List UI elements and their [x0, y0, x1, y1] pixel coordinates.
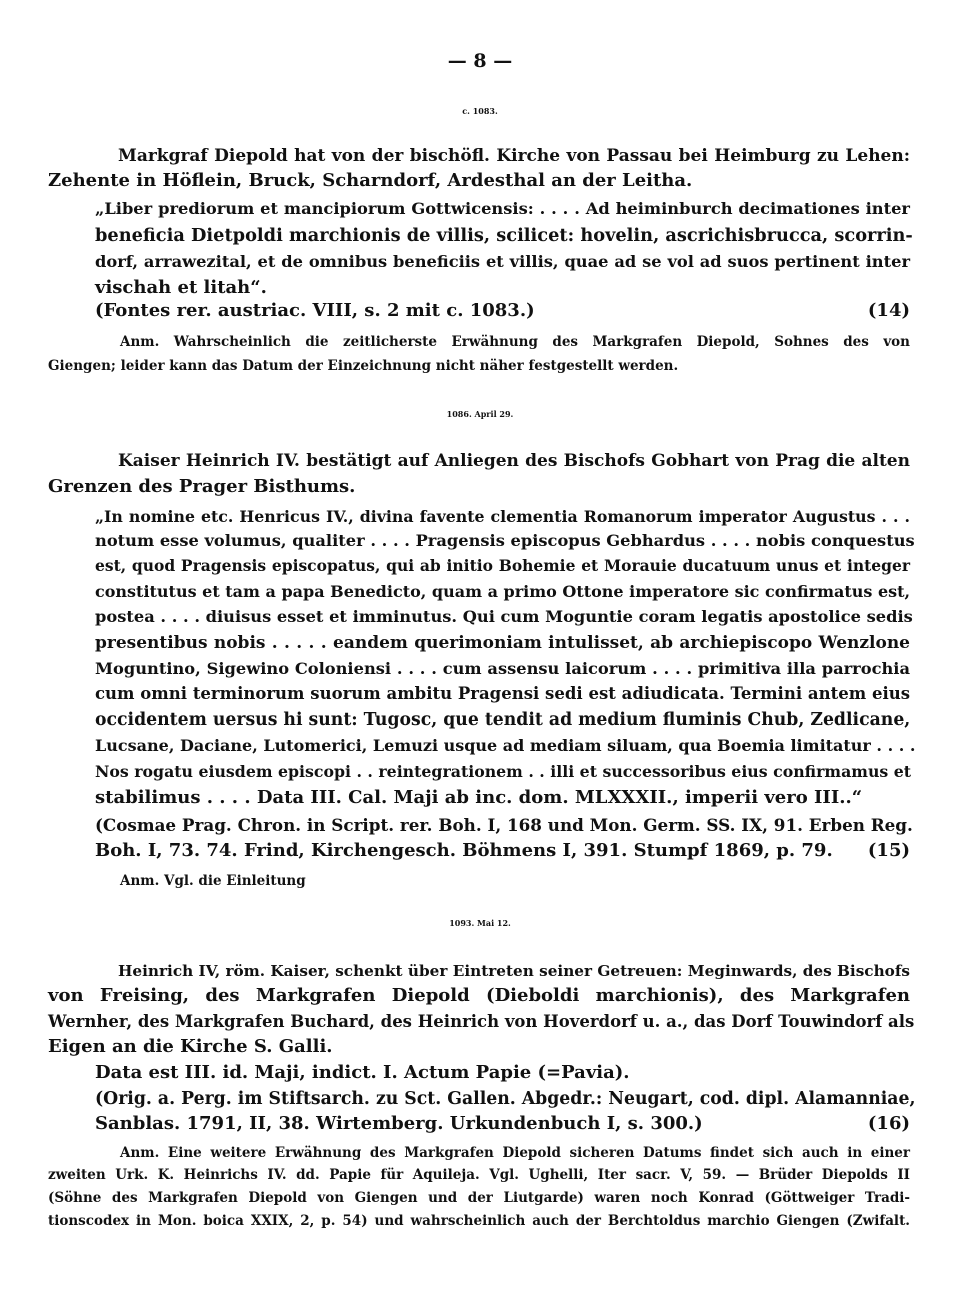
entry-1083-line-4: beneficia Dietpoldi marchionis de villis, scilicet: hovelin, ascrichisbrucca, scorrin- — [95, 225, 913, 246]
entry-1093-line-1: Heinrich IV, röm. Kaiser, schenkt über Eintreten seiner Getreuen: Meginwards, des Bischofs — [118, 962, 910, 980]
entry-1086-line-11: occidentem uersus hi sunt: Tugosc, que tendit ad medium fluminis Chub, Zedlicane, — [95, 710, 911, 730]
entry-1093-source-line-1: (Orig. a. Perg. im Stiftsarch. zu Sct. Gallen. Abgedr.: Neugart, cod. dipl. Alamanniae, — [95, 1089, 916, 1109]
entry-1083-line-1: Markgraf Diepold hat von der bischöfl. Kirche von Passau bei Heimburg zu Lehen: — [118, 146, 910, 166]
entry-1086-source-line-1: (Cosmae Prag. Chron. in Script. rer. Boh. I, 168 und Mon. Germ. SS. IX, 91. Erben Reg. — [95, 815, 913, 835]
entry-1086-line-5: est, quod Pragensis episcopatus, qui ab initio Bohemie et Morauie ducatuum unus et integer — [95, 556, 910, 575]
entry-1093-line-2: von Freising, des Markgrafen Diepold (Dieboldi marchionis), des Markgrafen — [48, 985, 910, 1006]
entry-1083-source — [95, 300, 910, 322]
entry-1093-line-5: Data est III. id. Maji, indict. I. Actum Papie (=Pavia). — [95, 1062, 630, 1083]
entry-1086-source — [95, 840, 910, 862]
entry-1093-line-4: Eigen an die Kirche S. Galli. — [48, 1036, 333, 1057]
entry-1093-line-3: Wernher, des Markgrafen Buchard, des Heinrich von Hoverdorf u. a., das Dorf Touwindorf als — [48, 1012, 915, 1031]
entry-1086-line-6: constitutus et tam a papa Benedicto, quam a primo Ottone imperatore sic confirmatus est, — [95, 582, 911, 601]
entry-1086-line-13: Nos rogatu eiusdem episcopi . . reintegrationem . . illi et successoribus eius confirmamus et — [95, 762, 912, 781]
entry-1086-line-4: notum esse volumus, qualiter . . . . Pragensis episcopus Gebhardus . . . . nobis conquestus — [95, 531, 915, 550]
entry-1086-line-10: cum omni terminorum suorum ambitu Pragensi sedi est adiudicata. Termini antem eius — [95, 684, 910, 703]
entry-1086-line-1: Kaiser Heinrich IV. bestätigt auf Anliegen des Bischofs Gobhart von Prag die alten — [118, 451, 910, 471]
entry-number: (15) — [867, 840, 910, 861]
entry-date-1086: 1086. April 29. — [446, 409, 514, 419]
entry-1086-line-8: presentibus nobis . . . . . eandem querimoniam intulisset, ab archiepiscopo Wenzlone — [95, 633, 910, 653]
entry-1083-line-6: vischah et litah“. — [95, 277, 267, 298]
entry-1083-note-line-1: Anm. Wahrscheinlich die zeitlicherste Erwähnung des Markgrafen Diepold, Sohnes des von — [120, 334, 910, 350]
entry-1093-source — [95, 1113, 910, 1135]
entry-date-1093: 1093. Mai 12. — [449, 918, 511, 928]
entry-1086-line-3: „In nomine etc. Henricus IV., divina favente clementia Romanorum imperator Augustus . . . — [95, 507, 910, 526]
entry-1093-note-line-3: (Söhne des Markgrafen Diepold von Giengen und der Liutgarde) waren noch Konrad (Göttweiger Tradi- — [48, 1190, 910, 1206]
entry-number: (16) — [867, 1113, 910, 1134]
entry-number: (14) — [867, 300, 910, 321]
entry-1086-line-2: Grenzen des Prager Bisthums. — [48, 476, 356, 497]
entry-1093-note-line-2: zweiten Urk. K. Heinrichs IV. dd. Papie für Aquileja. Vgl. Ughelli, Iter sacr. V, 59. — Brüder Diepolds II — [48, 1167, 910, 1183]
entry-date-1083: c. 1083. — [462, 106, 498, 116]
entry-1093-note-line-4: tionscodex in Mon. boica XXIX, 2, p. 54) und wahrscheinlich auch der Berchtoldus marchio Giengen (Zwifalt. — [48, 1213, 910, 1229]
entry-1083-note-line-2: Giengen; leider kann das Datum der Einzeichnung nicht näher festgestellt werden. — [48, 358, 679, 374]
entry-1086-line-7: postea . . . . diuisus esset et imminutus. Qui cum Moguntie coram legatis apostolice sedis — [95, 607, 913, 626]
source-citation: Boh. I, 73. 74. Frind, Kirchengesch. Böhmens I, 391. Stumpf 1869, p. 79. — [95, 840, 833, 861]
entry-1083-line-3: „Liber prediorum et mancipiorum Gottwicensis: . . . . Ad heiminburch decimationes inter — [95, 199, 910, 218]
entry-1086-note: Anm. Vgl. die Einleitung — [120, 873, 306, 889]
entry-1093-note-line-1: Anm. Eine weitere Erwähnung des Markgrafen Diepold sicheren Datums findet sich auch in einer — [120, 1145, 910, 1161]
source-citation: Sanblas. 1791, II, 38. Wirtemberg. Urkundenbuch I, s. 300.) — [95, 1113, 703, 1134]
entry-1083-line-2: Zehente in Höflein, Bruck, Scharndorf, Ardesthal an der Leitha. — [48, 170, 693, 191]
source-citation: (Fontes rer. austriac. VIII, s. 2 mit c. 1083.) — [95, 300, 535, 321]
entry-1086-line-12: Lucsane, Daciane, Lutomerici, Lemuzi usque ad mediam siluam, qua Boemia limitatur . . . . — [95, 736, 916, 755]
entry-1086-line-9: Moguntino, Sigewino Coloniensi . . . . cum assensu laicorum . . . . primitiva illa parrochia — [95, 659, 910, 678]
page-number: — 8 — — [447, 50, 513, 72]
entry-1083-line-5: dorf, arrawezital, et de omnibus beneficiis et villis, quae ad se vol ad suos pertinent inter — [95, 252, 910, 271]
entry-1086-line-14: stabilimus . . . . Data III. Cal. Maji ab inc. dom. MLXXXII., imperii vero III..“ — [95, 787, 863, 808]
